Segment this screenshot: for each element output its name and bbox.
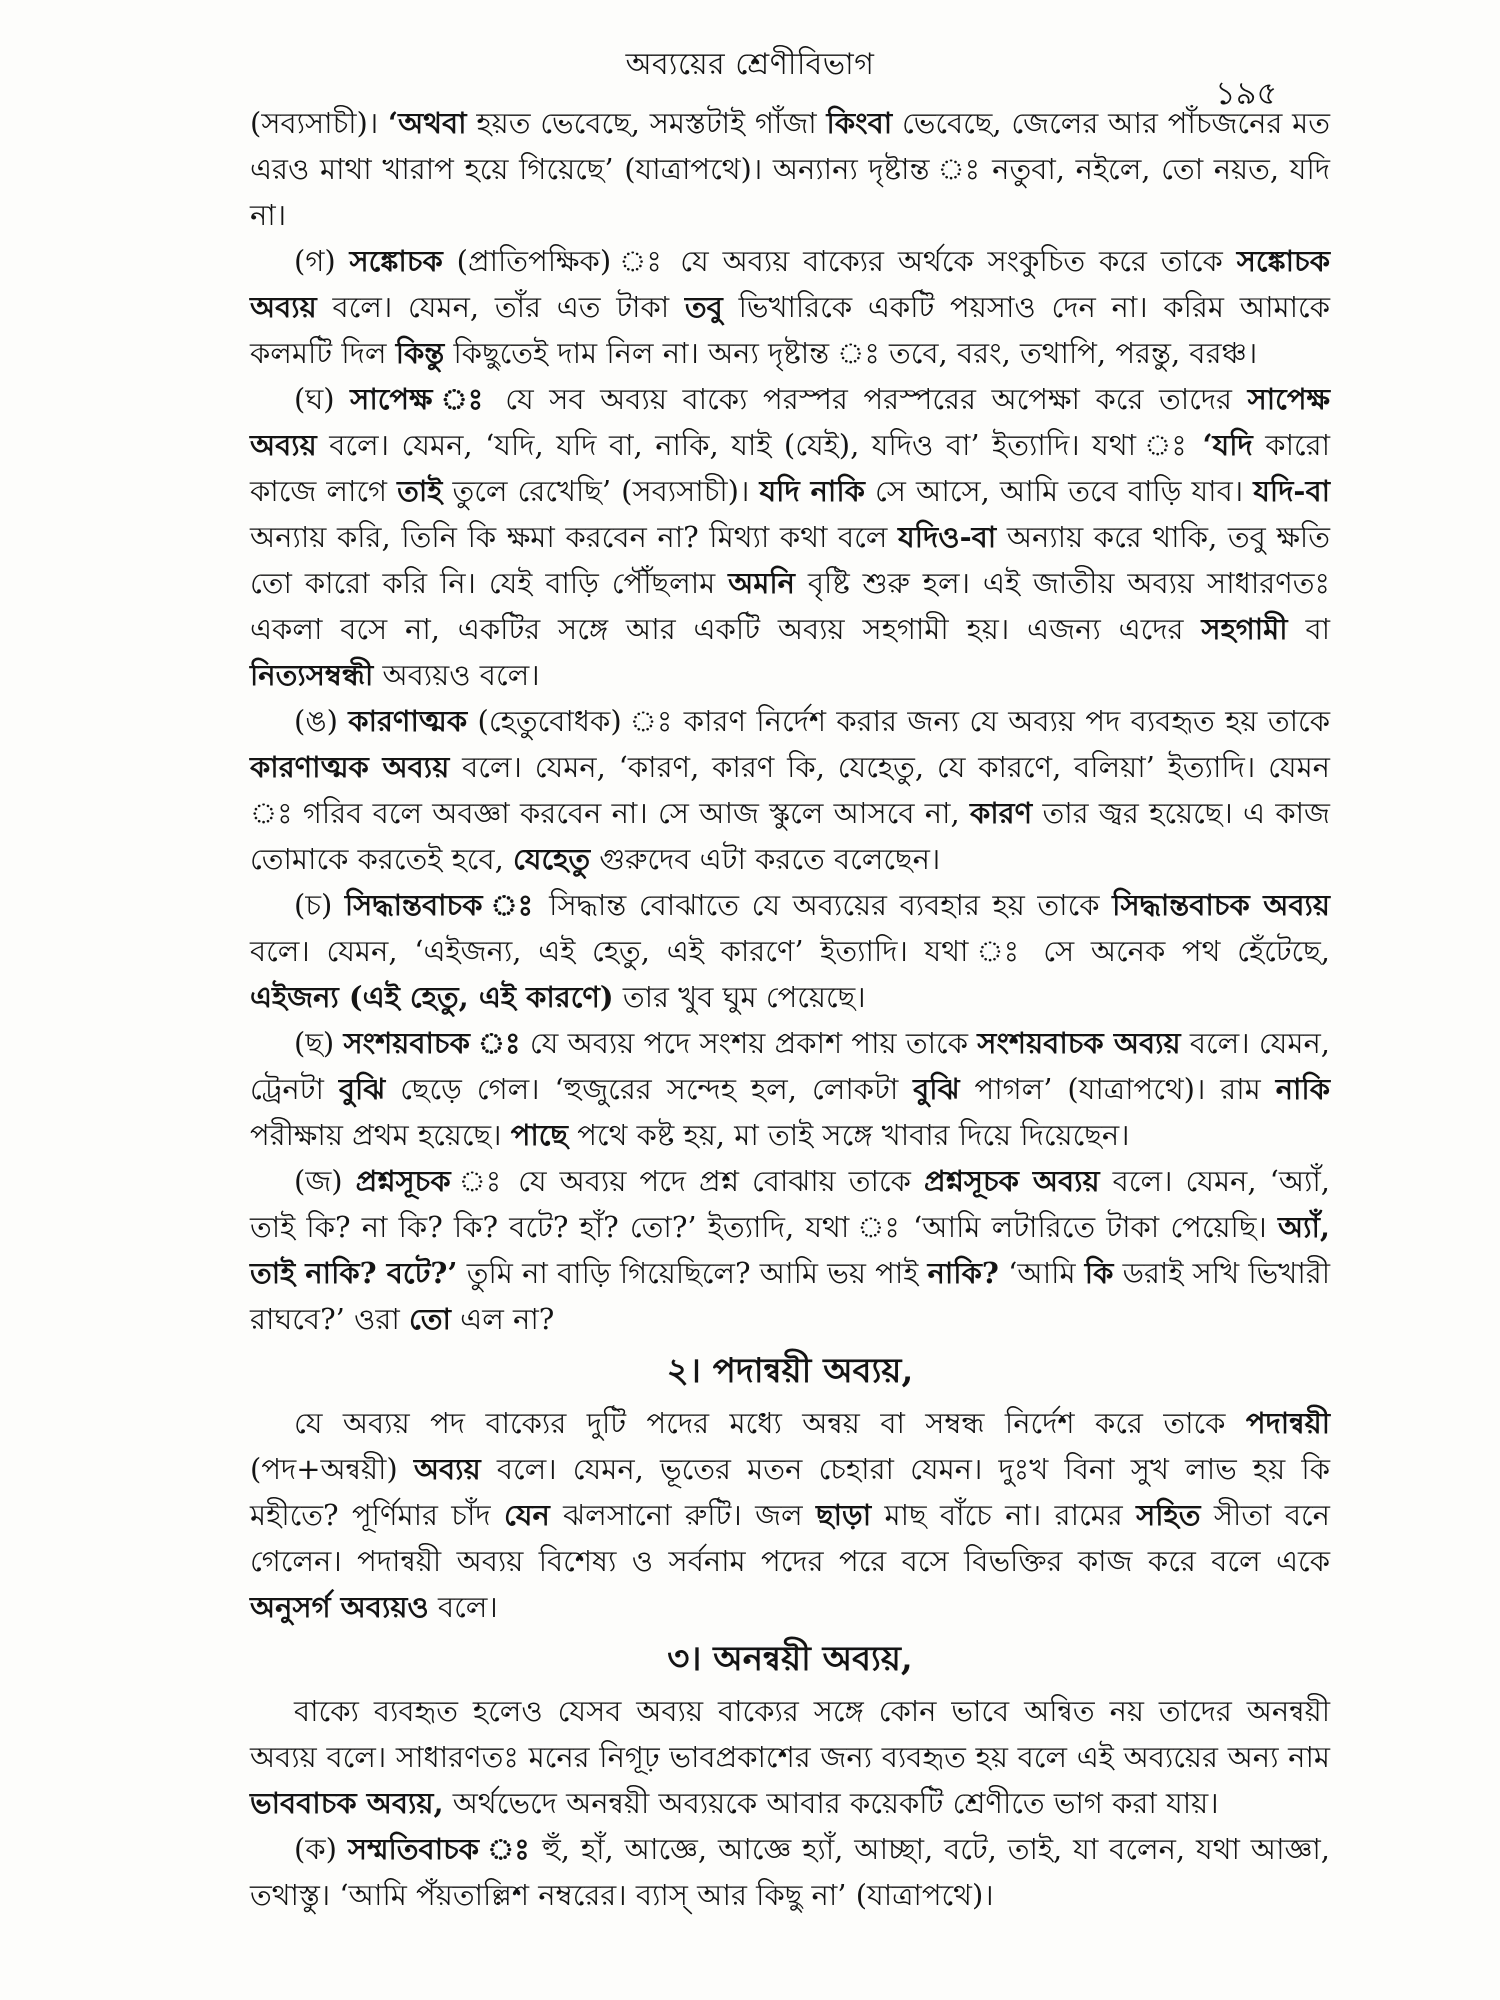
bold-term: সিদ্ধান্তবাচক ঃ bbox=[344, 888, 537, 922]
text-run: কিছুতেই দাম নিল না। অন্য দৃষ্টান্ত ঃ তবে, বরং, তথাপি, পরন্তু, বরঞ্চ। bbox=[444, 336, 1258, 370]
text-run: বলে। যেমন, ‘কারণ, কারণ কি, যেহেতু, যে কারণে, বলিয়া’ ইত্যাদি। যেমন ঃ গরিব বলে অবজ্ঞা করবেন না। সে আজ স্কুলে আসবে না, bbox=[250, 750, 1330, 830]
section-heading-ananvayi: ৩। অনন্বয়ী অব্যয়, bbox=[667, 1639, 913, 1679]
text-run: ভিখারিকে একটি পয়সাও দেন না। করিম আমাকে কলমটি দিল bbox=[250, 290, 1330, 370]
bold-term: সঙ্কোচক bbox=[349, 244, 443, 278]
text-run: ‘আমি bbox=[998, 1256, 1085, 1290]
text-run: বলে। যেমন, ‘যদি, যদি বা, নাকি, যাই (যেই), যদিও বা’ ইত্যাদি। যথা ঃ bbox=[316, 428, 1203, 462]
bold-term: সম্মতিবাচক ঃ bbox=[347, 1832, 532, 1866]
paragraph-karanatmak bbox=[250, 698, 1330, 882]
text-run: ঃ যে অব্যয় পদে প্রশ্ন বোঝায় তাকে bbox=[450, 1164, 924, 1198]
bold-term: যেহেতু bbox=[513, 842, 591, 876]
section-heading-padanvayi: ২। পদান্বয়ী অব্যয়, bbox=[666, 1351, 914, 1391]
bold-term: প্রশ্নসূচক অব্যয় bbox=[923, 1164, 1100, 1198]
text-run: কারো কাজে লাগে bbox=[250, 428, 1330, 508]
paragraph-ananvayi bbox=[250, 1688, 1330, 1826]
text-run: তুমি না বাড়ি গিয়েছিলে? আমি ভয় পাই bbox=[457, 1256, 928, 1290]
text-run: তার জ্বর হয়েছে। এ কাজ তোমাকে করতেই হবে, bbox=[250, 796, 1331, 876]
text-run: (ঙ) bbox=[294, 704, 349, 738]
bold-term: এইজন্য (এই হেতু, এই কারণে) bbox=[250, 980, 614, 1014]
text-run: (গ) bbox=[294, 244, 350, 278]
text-run: ছেড়ে গেল। ‘হুজুরের সন্দেহ হল, লোকটা bbox=[385, 1072, 914, 1106]
bold-term: পাছে bbox=[510, 1118, 569, 1152]
text-run: সীতা বনে গেলেন। পদান্বয়ী অব্যয় বিশেষ্য ও সর্বনাম পদের পরে বসে বিভক্তির কাজ করে বলে একে bbox=[250, 1498, 1330, 1578]
text-run: (ছ) bbox=[294, 1026, 344, 1060]
text-run: (চ) bbox=[294, 888, 345, 922]
bold-term: নিত্যসম্বন্ধী bbox=[250, 658, 374, 692]
bold-term: সিদ্ধান্তবাচক অব্যয় bbox=[1112, 888, 1330, 922]
text-run: (জ) bbox=[294, 1164, 356, 1198]
bold-term: সাপেক্ষ ঃ bbox=[350, 382, 490, 416]
bold-term: সংশয়বাচক ঃ bbox=[343, 1026, 521, 1060]
bold-term: ভাববাচক অব্যয়, bbox=[250, 1786, 444, 1820]
bold-term: অব্যয় bbox=[413, 1452, 481, 1486]
text-run: ডরাই সখি ভিখারী রাঘবে?’ ওরা bbox=[250, 1256, 1330, 1336]
bold-term: তবু bbox=[684, 290, 723, 324]
bold-term: কারণ bbox=[969, 796, 1033, 830]
text-run: এল না? bbox=[450, 1302, 555, 1336]
text-run: বলে। যেমন, তাঁর এত টাকা bbox=[316, 290, 685, 324]
text-run: পাগল’ (যাত্রাপথে)। রাম bbox=[959, 1072, 1276, 1106]
bold-term: কি bbox=[1084, 1256, 1114, 1290]
page-body bbox=[250, 100, 1330, 1918]
bold-term: অনুসর্গ অব্যয়ও bbox=[250, 1590, 429, 1624]
text-run: মাছ বাঁচে না। রামের bbox=[871, 1498, 1137, 1532]
text-run: তুলে রেখেছি’ (সব্যসাচী)। bbox=[442, 474, 760, 508]
text-run: অন্যায় করি, তিনি কি ক্ষমা করবেন না? মিথ্যা কথা বলে bbox=[250, 520, 899, 554]
bold-term: তো bbox=[408, 1302, 451, 1336]
text-run: (সব্যসাচী)। bbox=[250, 106, 389, 140]
bold-term: সাপেক্ষ অব্যয় bbox=[250, 382, 1331, 462]
bold-term: কারণাত্মক অব্যয় bbox=[250, 750, 450, 784]
bold-term: সহগামী bbox=[1201, 612, 1288, 646]
bold-term: নাকি bbox=[1275, 1072, 1330, 1106]
bold-term: কারণাত্মক bbox=[348, 704, 468, 738]
bold-term: যদি নাকি bbox=[759, 474, 865, 508]
paragraph-continuation bbox=[250, 100, 1330, 238]
text-run: সিদ্ধান্ত বোঝাতে যে অব্যয়ের ব্যবহার হয় তাকে bbox=[536, 888, 1113, 922]
text-run: হুঁ, হাঁ, আজ্ঞে, আজ্ঞে হ্যাঁ, আচ্ছা, বটে, তাই, যা বলেন, যথা আজ্ঞা, তথাস্তু। ‘আমি পঁয়তাল্লিশ নম্বরের। ব্যাস্ আর কিছু না’ (যাত্রাপথে)। bbox=[250, 1832, 1330, 1912]
text-run: যে অব্যয় পদে সংশয় প্রকাশ পায় তাকে bbox=[520, 1026, 978, 1060]
paragraph-padanvayi bbox=[250, 1400, 1330, 1630]
bold-term: ছাড়া bbox=[816, 1498, 872, 1532]
text-run: বলে। যেমন, ‘এইজন্য, এই হেতু, এই কারণে’ ইত্যাদি। যথা ঃ সে অনেক পথ হেঁটেছে, bbox=[250, 934, 1330, 968]
bold-term: প্রশ্নসূচক bbox=[355, 1164, 451, 1198]
bold-term: পদান্বয়ী bbox=[1245, 1406, 1330, 1440]
bold-term: কিংবা bbox=[826, 106, 893, 140]
text-run: যে অব্যয় পদ বাক্যের দুটি পদের মধ্যে অন্বয় বা সম্বন্ধ নির্দেশ করে তাকে bbox=[294, 1406, 1246, 1440]
bold-term: সঙ্কোচক অব্যয় bbox=[250, 244, 1330, 324]
text-run: অর্থভেদে অনন্বয়ী অব্যয়কে আবার কয়েকটি শ্রেণীতে ভাগ করা যায়। bbox=[443, 1786, 1219, 1820]
text-run: ঝলসানো রুটি। জল bbox=[549, 1498, 817, 1532]
text-run: বলে। bbox=[428, 1590, 498, 1624]
text-run: হয়ত ভেবেছে, সমস্তটাই গাঁজা bbox=[466, 106, 827, 140]
paragraph-sankochak bbox=[250, 238, 1330, 376]
text-run: (ঘ) bbox=[294, 382, 351, 416]
text-run: (প্রাতিপক্ষিক) ঃ যে অব্যয় বাক্যের অর্থকে সংকুচিত করে তাকে bbox=[442, 244, 1237, 278]
text-run: (পদ+অন্বয়ী) bbox=[250, 1452, 414, 1486]
bold-term: বুঝি bbox=[913, 1072, 960, 1106]
paragraph-prashnasuchak bbox=[250, 1158, 1330, 1342]
text-run: অন্যায় করে থাকি, তবু ক্ষতি তো কারো করি নি। যেই বাড়ি পৌঁছলাম bbox=[250, 520, 1330, 600]
text-run: বলে। যেমন, ‘অ্যাঁ, তাই কি? না কি? কি? বটে? হাঁ? তো?’ ইত্যাদি, যথা ঃ ‘আমি লটারিতে টাকা পেয়েছি। bbox=[250, 1164, 1330, 1244]
running-header-title: অব্যয়ের শ্রেণীবিভাগ bbox=[625, 47, 875, 82]
bold-term: অমনি bbox=[728, 566, 795, 600]
paragraph-siddhantabachak bbox=[250, 882, 1330, 1020]
paragraph-sapeksha bbox=[250, 376, 1330, 698]
bold-term: সহিত bbox=[1136, 1498, 1201, 1532]
text-run: বা bbox=[1287, 612, 1330, 646]
text-run: পরীক্ষায় প্রথম হয়েছে। bbox=[250, 1118, 511, 1152]
bold-term: যদি-বা bbox=[1253, 474, 1331, 508]
text-run: পথে কষ্ট হয়, মা তাই সঙ্গে খাবার দিয়ে দিয়েছেন। bbox=[568, 1118, 1130, 1152]
text-run: তার খুব ঘুম পেয়েছে। bbox=[613, 980, 866, 1014]
text-run: যে সব অব্যয় বাক্যে পরস্পর পরস্পরের অপেক্ষা করে তাদের bbox=[489, 382, 1248, 416]
paragraph-sanshayabachak bbox=[250, 1020, 1330, 1158]
bold-term: কিন্তু bbox=[395, 336, 445, 370]
bold-term: যদিও-বা bbox=[898, 520, 997, 554]
bold-term: তাই bbox=[397, 474, 443, 508]
text-run: বলে। যেমন, ভূতের মতন চেহারা যেমন। দুঃখ বিনা সুখ লাভ হয় কি মহীতে? পূর্ণিমার চাঁদ bbox=[250, 1452, 1330, 1532]
bold-term: বুঝি bbox=[338, 1072, 386, 1106]
bold-term: নাকি? bbox=[927, 1256, 999, 1290]
bold-term: অ্যাঁ, তাই নাকি? বটে?’ bbox=[250, 1210, 1330, 1290]
text-run: সে আসে, আমি তবে বাড়ি যাব। bbox=[864, 474, 1254, 508]
text-run: ভেবেছে, জেলের আর পাঁচজনের মত এরও মাথা খারাপ হয়ে গিয়েছে’ (যাত্রাপথে)। অন্যান্য দৃষ্টান্ত ঃ নতুবা, নইলে, তো নয়ত, যদি না। bbox=[250, 106, 1330, 232]
bold-term: ‘অথবা bbox=[388, 106, 467, 140]
text-run: (ক) bbox=[294, 1832, 348, 1866]
bold-term: ‘যদি bbox=[1202, 428, 1253, 462]
text-run: গুরুদেব এটা করতে বলেছেন। bbox=[590, 842, 941, 876]
text-run: বৃষ্টি শুরু হল। এই জাতীয় অব্যয় সাধারণতঃ একলা বসে না, একটির সঙ্গে আর একটি অব্যয় সহগামী হয়। এজন্য এদের bbox=[250, 566, 1330, 646]
text-run: বাক্যে ব্যবহৃত হলেও যেসব অব্যয় বাক্যের সঙ্গে কোন ভাবে অন্বিত নয় তাদের অনন্বয়ী অব্যয় বলে। সাধারণতঃ মনের নিগূঢ় ভাবপ্রকাশের জন্য ব্যবহৃত হয় বলে এই অব্যয়ের অন্য নাম bbox=[250, 1694, 1330, 1774]
bold-term: সংশয়বাচক অব্যয় bbox=[977, 1026, 1181, 1060]
text-run: অব্যয়ও বলে। bbox=[373, 658, 540, 692]
text-run: (হেতুবোধক) ঃ কারণ নির্দেশ করার জন্য যে অব্যয় পদ ব্যবহৃত হয় তাকে bbox=[467, 704, 1330, 738]
bold-term: যেন bbox=[503, 1498, 550, 1532]
text-run: বলে। যেমন, ট্রেনটা bbox=[250, 1026, 1331, 1106]
paragraph-sammatibachak bbox=[250, 1826, 1330, 1918]
page-number: ১৯৫ bbox=[1215, 74, 1278, 112]
